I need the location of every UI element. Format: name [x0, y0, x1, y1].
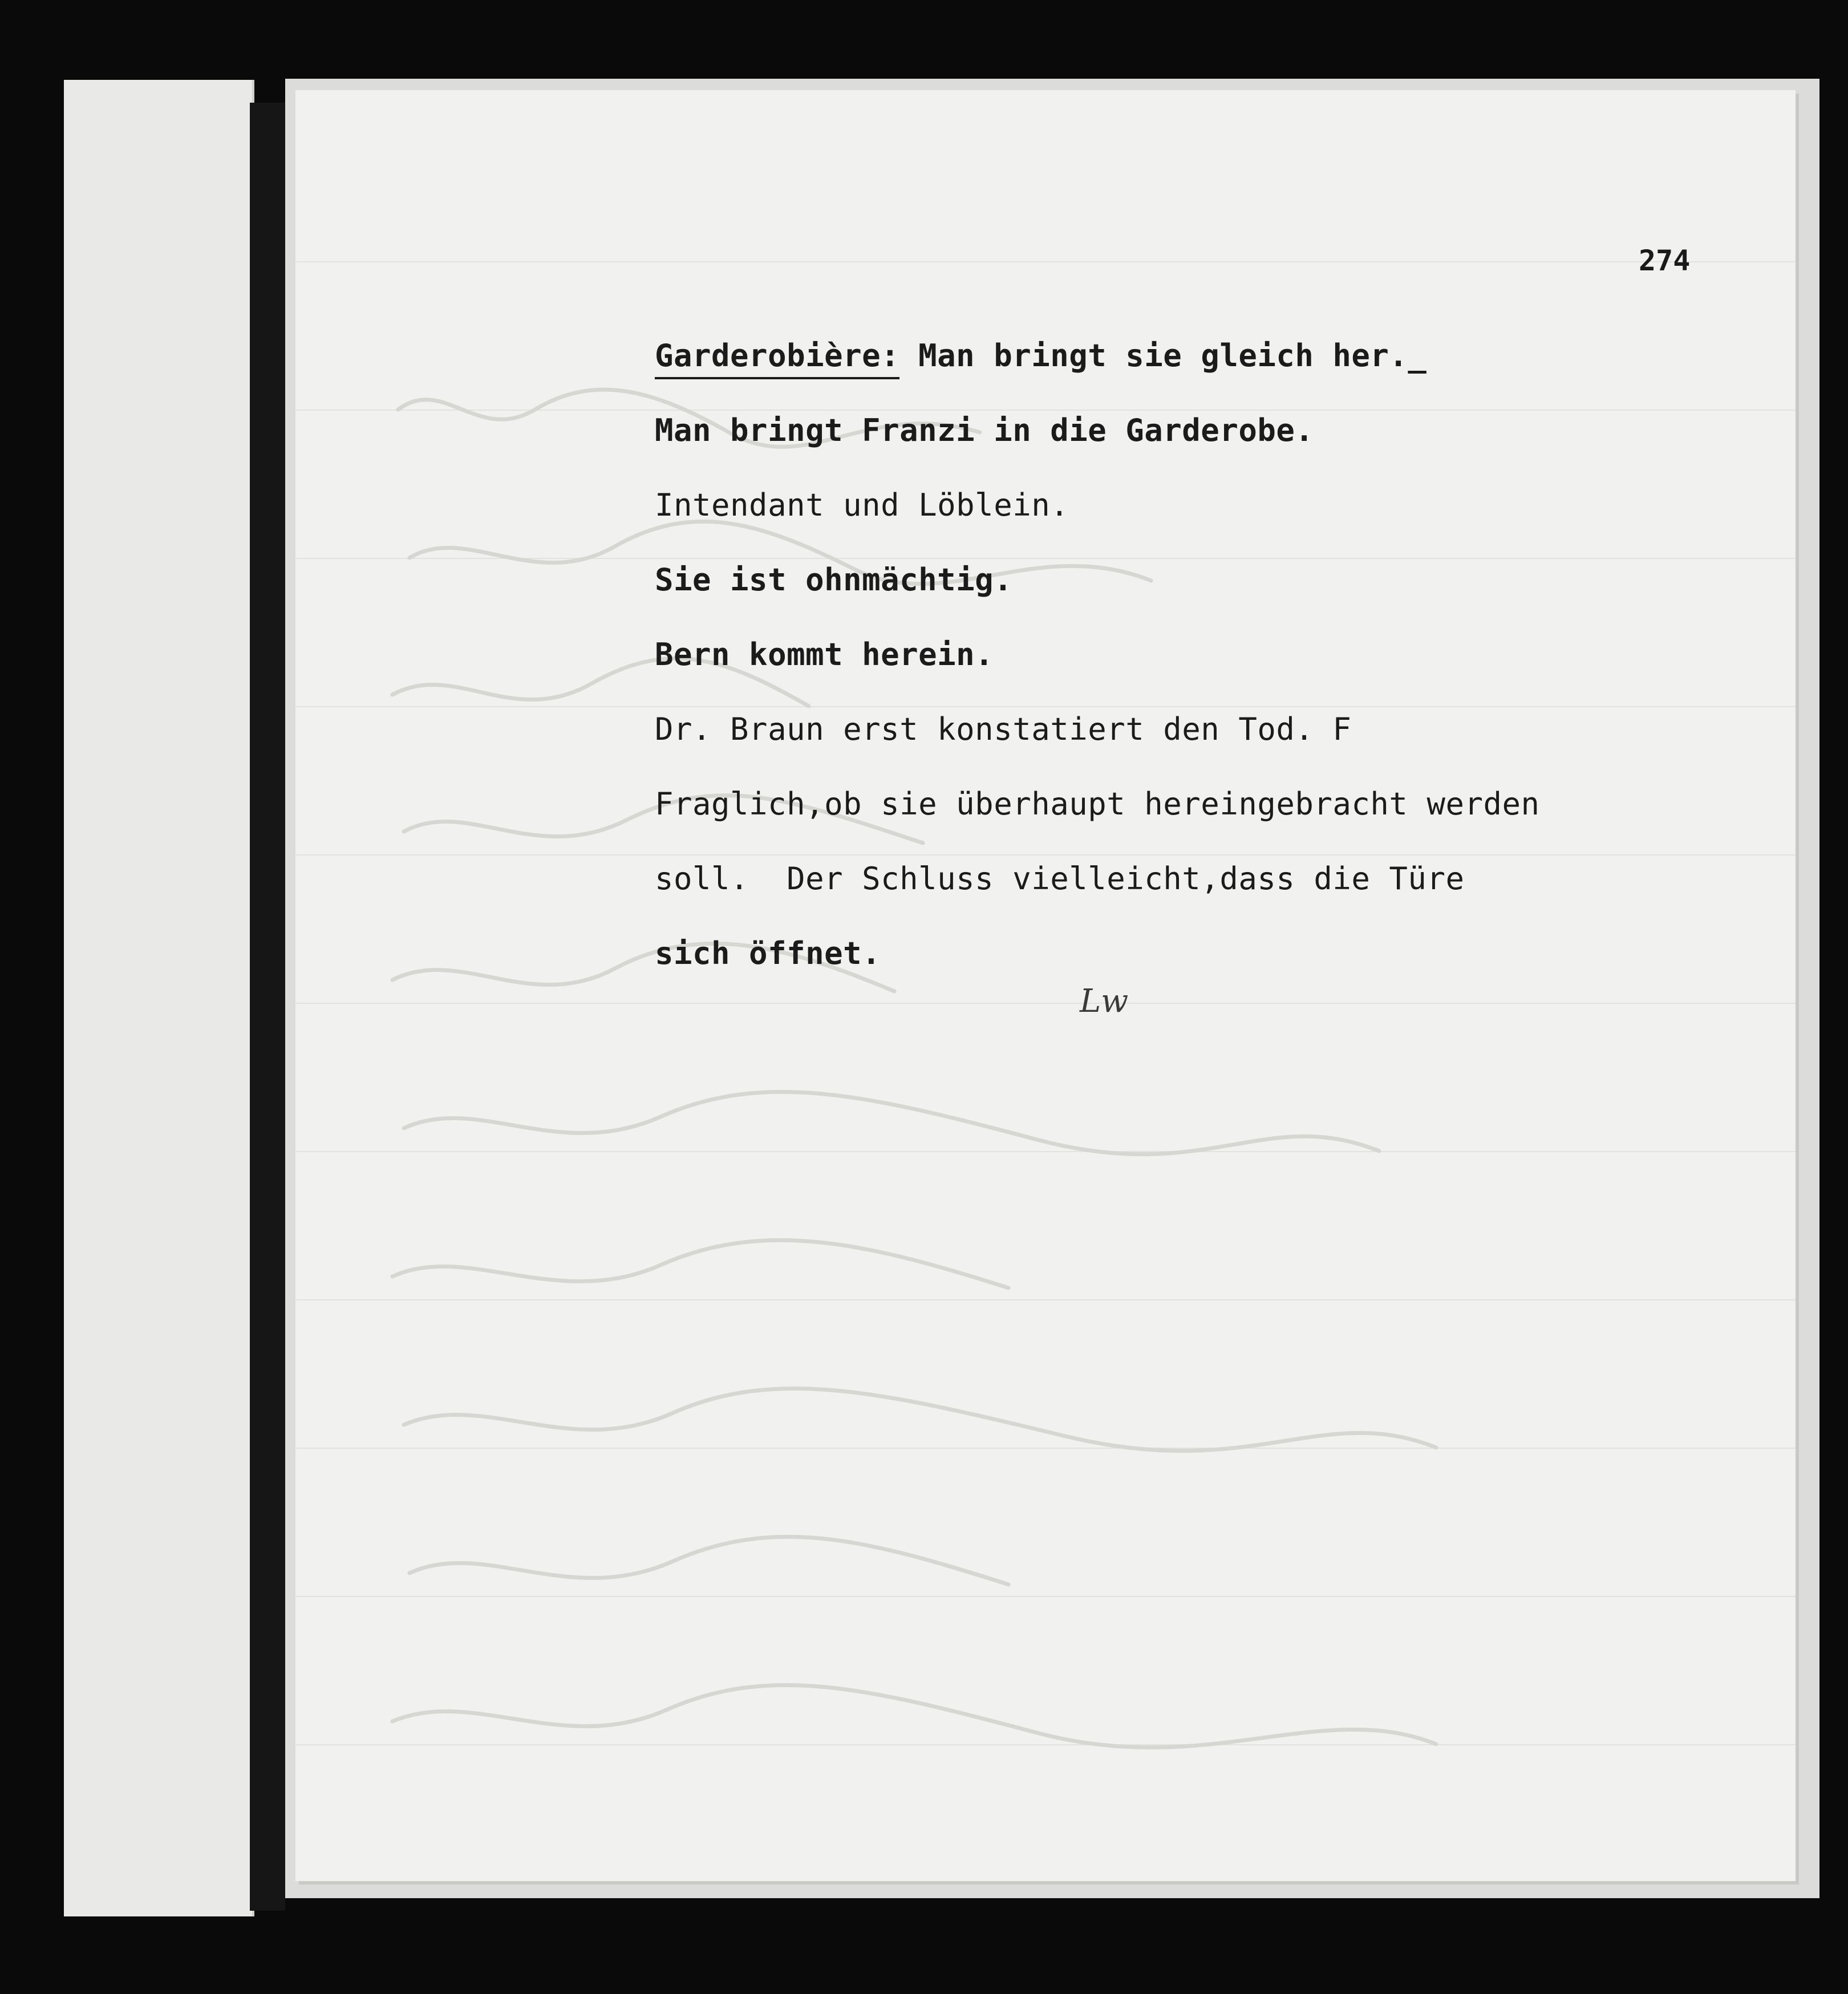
typed-line-8: soll. Der Schluss vielleicht,dass die Türe — [655, 861, 1465, 897]
typed-line-4: Sie ist ohnmächtig. — [655, 562, 1013, 598]
speaker-label: Garderobière: — [655, 338, 899, 379]
typed-text-block — [655, 318, 1848, 991]
typed-line-1 — [655, 318, 1848, 393]
typed-line-2: Man bringt Franzi in die Garderobe. — [655, 412, 1314, 448]
typed-line-5: Bern kommt herein. — [655, 637, 994, 672]
binding-edge — [250, 103, 285, 1911]
pencil-annotation: Lw — [1080, 983, 1129, 1020]
ruled-line — [295, 1744, 1796, 1745]
ruled-line — [295, 1596, 1796, 1597]
typed-line-7: Fraglich,ob sie überhaupt hereingebracht werden — [655, 786, 1540, 822]
left-backing-strip — [64, 80, 254, 1916]
ruled-line — [295, 1448, 1796, 1449]
page-number: 274 — [1639, 244, 1691, 277]
ruled-line — [295, 261, 1796, 262]
typed-line-9: sich öffnet. — [655, 935, 881, 971]
dialogue-text: Man bringt sie gleich her._ — [899, 338, 1427, 374]
typed-line-3: Intendant und Löblein. — [655, 487, 1069, 523]
ruled-line — [295, 1151, 1796, 1152]
ruled-line — [295, 1003, 1796, 1004]
ruled-line — [295, 1299, 1796, 1300]
typed-line-6: Dr. Braun erst konstatiert den Tod. F — [655, 711, 1352, 747]
